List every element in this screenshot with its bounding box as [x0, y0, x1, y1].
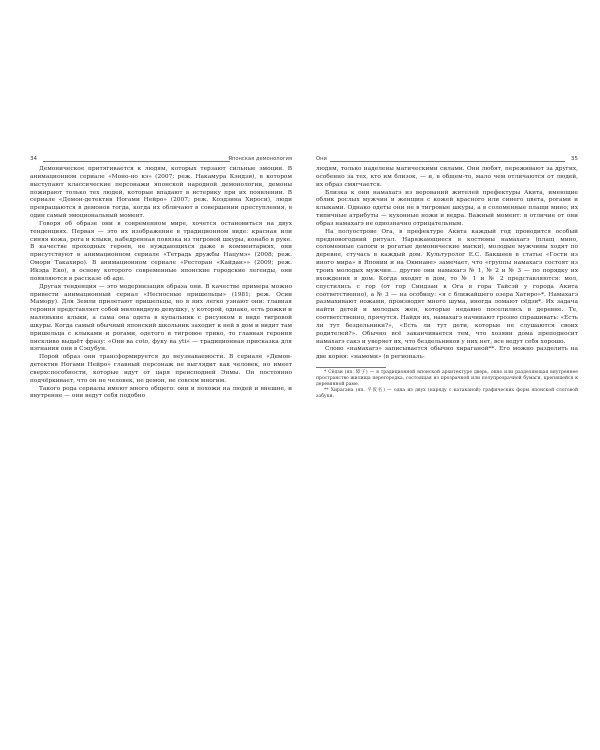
right-page-number: 35: [570, 156, 578, 162]
footnotes: [316, 370, 578, 400]
left-running-head: [30, 156, 292, 166]
footnote: ** Хирагана (яп. 平仮名) — одна из двух (наряду с катаканой) графических форм японской слоговой азбуки.: [316, 388, 578, 400]
paragraph: людям, только наделены магическими силами. Они любят, переживают за других, особенно за тех, кто им близок, — и, в общем-то, мало чем отличаются от людей, их образ смягчается.: [316, 166, 578, 188]
paragraph: Говоря об образе они в современном мире, хочется остановиться на двух тенденциях. Первая — это их изображение в традиционном виде: красная или синяя кожа, рога и клыки, набедренная повязка из тигровой шкуры, конабо в руке. В качестве проходных героев, не нуждающихся даже в комментариях, они присутствуют в анимационном сериале «Тетрадь дружбы Нацумэ» (2008; реж. Омори Такахиро). В анимационном сериале «Ресторан «Кайдан»» (2009; реж. Иkэда Еко), в основу которого современные японские городские легенды, они появляются в рассказе об аде.: [30, 220, 292, 282]
paragraph: Другая тенденция — это модернизация образа они. В качестве примера можно привести анимационный сериал «Несносные пришельцы» (1981; реж. Осии Мамору). Для Земли прилетают пришельцы, но в них легко узнают они: главная героиня представляет собой миловидную девушку, у которой, однако, есть рожки и маленькие клыки, а сама она одета в купальник с рисунком в виде тигровой шкуры. Когда самый обычный японский школьник заходит к ней в дом и видит там пришельца с клыками и рогами, одетого в тигровое трико, то главная героиня пискливо выдаёт фразу: «Они ва соto, фуку ва уti» — традиционная присказка для изгнания они в Сэцубун.: [30, 283, 292, 353]
left-running-head-title: Японская демонология: [228, 156, 292, 162]
paragraph: Порой образ они трансформируется до неузнаваемости. В сериале «Демон-детектив Ногами Нейро» главный персонаж не выглядит как человек, но имеет сверхспособности, которые идут от царя преисподней Энмы. Он постоянно подчёркивает, что он не человек, не демон, не совсем многим.: [30, 354, 292, 384]
paragraph: На полуострове Ога, в префектуре Акита каждый год проводится особый предновогодний ритуал. Наряжающиеся в костюмы намахагэ (плащ мино, соломенные сапоги и рогатые демонические маски), молодые мужчины ходят по деревне, стучась в каждый дом. Культуролог Е.С. Бакшеев в статье «Гости из иного мира» в Японии и на Окинаве» замечает, что «группы намахагэ состоят из троих молодых мужчин… другие они намахагэ № 1, № 2 и № 3 — по порядку их вхождения в дом. Когда входят в дом, то № 1 и № 2 представляются: мол, спустились с гор (от гор Синдзан в Ога в гора Тайсэй у города Акита соответственно), а № 3 — на особицу: «я с ближайшего озера Хатиро»*. Намахагэ размахивают ножами, производят много шума, иногда ломают сёдзи*. Их задача найти детей и молодых жен, которые недавно поселились в деревне. Те, соответственно, прячутся. Найдя их, намахагэ начинают грозно спрашивать: «Есть ли тут бездельники?», «Есть ли тут дети, которые не слушаются своих родителей?». Обычно всё заканчивается тем, что хозяин дома преподносит намахагэ сакэ и уверяет их, что бездельников у них нет, все ведут себя хорошо.: [316, 228, 578, 345]
paragraph: Такого рода сериалы имеют много общего: они и похожи на людей и внешне, и внутренне — они ведут себя подобно: [30, 385, 292, 400]
header-rule: [330, 161, 565, 162]
footnote: * Сёдзи (яп. 障子) — в традиционной японской архитектуре дверь, окно или разделяющая внутреннее пространство жилища перегородка, состоящая из прозрачной или полупрозрачной бумаги, крепящейся к деревянной раме.: [316, 370, 578, 388]
paragraph: Слово «намахагэ» записывается обычно хираганой**. Его можно разделить на две корня: «намоми» (в региональ-: [316, 346, 578, 361]
left-page: [30, 156, 292, 596]
left-page-number: 34: [30, 156, 38, 162]
paragraph: Близка к они намахагэ из верований жителей префектуры Акита, имеющие облик рослых мужчин и женщин с кожей красного или синего цвета, рогами и клыками. Однако одеты они не в тигровые шкуры, а в соломенные плащи мино; их типичные атрибуты — кухонные ножи и ведра. Важный момент: в отличие от они образ намахагэ не однозначно отрицательным.: [316, 189, 578, 227]
right-running-head-title: Они: [316, 156, 327, 162]
right-page-body: [316, 166, 578, 362]
right-running-head: [316, 156, 578, 166]
left-page-body: [30, 166, 292, 401]
book-spread: [22, 156, 578, 596]
right-page: [316, 156, 578, 596]
footnote-divider: [316, 367, 386, 368]
paragraph: Демоническое притягивается к людям, которых терзают сильные эмоции. В анимационном сериале «Моно-но кэ» (2007; реж. Накамура Кэндзи), в котором выступают классические персонажи японской народной демонологии, демоны пожирают только тех людей, которые впадают в истерику при их появлении. В сериале «Демон-детектив Ногами Нейро» (2007; реж. Коэдзина Хироси), люди превращаются в демонов тогда, когда их обличают в совершении преступления, в один самый эмоциональный момент.: [30, 166, 292, 220]
header-rule: [43, 161, 230, 162]
